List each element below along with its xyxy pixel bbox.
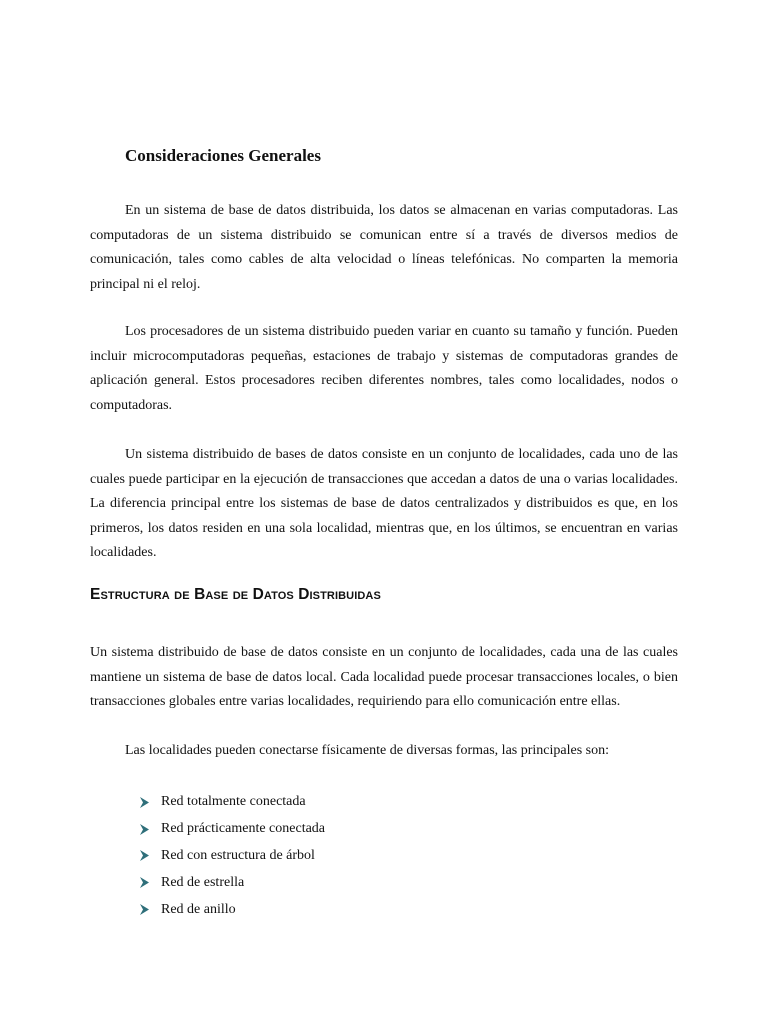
section-title: Consideraciones Generales: [125, 146, 321, 165]
list-item-label: Red de anillo: [161, 901, 236, 917]
list-item-label: Red totalmente conectada: [161, 794, 306, 810]
network-types-list: [138, 789, 325, 923]
list-item: [138, 789, 325, 816]
list-item-label: Red prácticamente conectada: [161, 821, 326, 837]
arrow-bullet-icon: [138, 796, 151, 809]
list-item: [138, 869, 325, 896]
list-item: [138, 843, 325, 870]
paragraph-4: Un sistema distribuido de base de datos consiste en un conjunto de localidades, cada una de las cuales mantiene un sistema de base de datos local. Cada localidad puede procesar transacciones locales, o bien transacciones globales entre varias localidades, requiriendo para ello comunicación entre ellas.: [90, 645, 678, 710]
paragraph-5: Las localidades pueden conectarse físicamente de diversas formas, las principales son:: [125, 743, 609, 758]
arrow-bullet-icon: [138, 876, 151, 889]
paragraph-1: En un sistema de base de datos distribuida, los datos se almacenan en varias computadoras. Las computadoras de un sistema distribuido se comunican entre sí a través de diversos medios de comunicación, tales como cables de alta velocidad o líneas telefónicas. No comparten la memoria principal ni el reloj.: [90, 203, 678, 292]
arrow-bullet-icon: [138, 849, 151, 862]
list-item-label: Red de estrella: [161, 874, 245, 890]
list-item-label: Red con estructura de árbol: [161, 847, 315, 863]
arrow-bullet-icon: [138, 823, 151, 836]
list-item: [138, 816, 325, 843]
paragraph-3: Un sistema distribuido de bases de datos consiste en un conjunto de localidades, cada uno de las cuales puede participar en la ejecución de transacciones que accedan a datos de una o varias localidades. La diferencia principal entre los sistemas de base de datos centralizados y distribuidos es que, en los primeros, los datos residen en una sola localidad, mientras que, en los últimos, se encuentran en varias localidades.: [90, 447, 678, 561]
list-item: [138, 896, 325, 923]
arrow-bullet-icon: [138, 903, 151, 916]
paragraph-2: Los procesadores de un sistema distribuido pueden variar en cuanto su tamaño y función. Pueden incluir microcomputadoras pequeñas, estaciones de trabajo y sistemas de computadoras grandes de aplicación general. Estos procesadores reciben diferentes nombres, tales como localidades, nodos o computadoras.: [90, 324, 678, 413]
subsection-heading: Estructura de Base de Datos Distribuidas: [90, 586, 381, 603]
